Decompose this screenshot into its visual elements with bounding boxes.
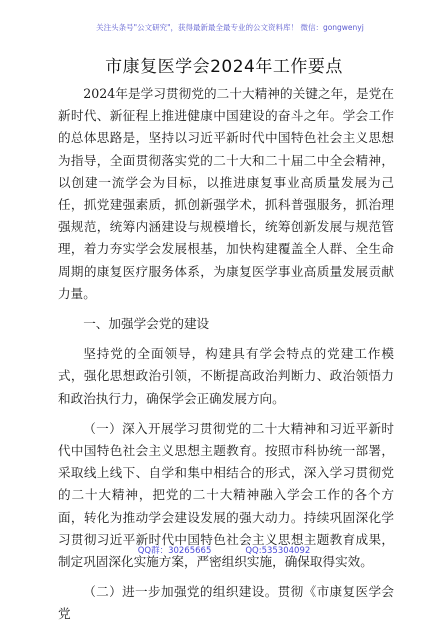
- section-paragraph: 坚持党的全面领导，构建具有学会特点的党建工作模式，强化思想政治引领，不断提高政治判断力、政治领悟力和政治执行力，确保学会正确发展方向。: [58, 346, 394, 406]
- qq-text: QQ:535304092: [245, 546, 311, 556]
- intro-paragraph: 2024年是学习贯彻党的二十大精神的关键之年，是党在新时代、新征程上推进健康中国建设的奋斗之年。学会工作的总体思路是，坚持以习近平新时代中国特色社会主义思想为指导，全面贯彻落实党的二十大和二十届二中全会精神，以创建一流学会为目标，以推进康复事业高质量发展为己任，抓党建强素质，抓创新强学术，抓科普强服务，抓治理强规范，统筹内涵建设与规模增长，统筹创新发展与规范管理，着力夯实学会发展根基，加快构建覆盖全人群、全生命周期的康复医疗服务体系，为康复医学事业高质量发展贡献力量。: [58, 86, 394, 301]
- footer-contacts: [0, 544, 448, 556]
- document-title: 市康复医学会2024年工作要点: [105, 57, 343, 77]
- qq-group-text: QQ群：30265665: [137, 546, 212, 556]
- list-item: （一）深入开展学习贯彻党的二十大精神和习近平新时代中国特色社会主义思想主题教育。按照市科协统一部署，采取线上线下、自学和集中相结合的形式，深入学习贯彻党的二十大精神，把党的二十大精神融入学会工作的各个方面，转化为推动学会建设发展的强大动力。持续巩固深化学习贯彻习近平新时代中国特色社会主义思想主题教育成果，制定巩固深化实施方案，严密组织实施，确保取得实效。: [58, 420, 394, 570]
- section-heading: 一、加强学会党的建设: [83, 316, 210, 332]
- promo-banner[interactable]: 关注头条号"公文研究"，获得最新最全最专业的公文资料库！ 微信：gongwenyj: [96, 23, 364, 32]
- list-item: （二）进一步加强党的组织建设。贯彻《市康复医学会党: [58, 584, 394, 622]
